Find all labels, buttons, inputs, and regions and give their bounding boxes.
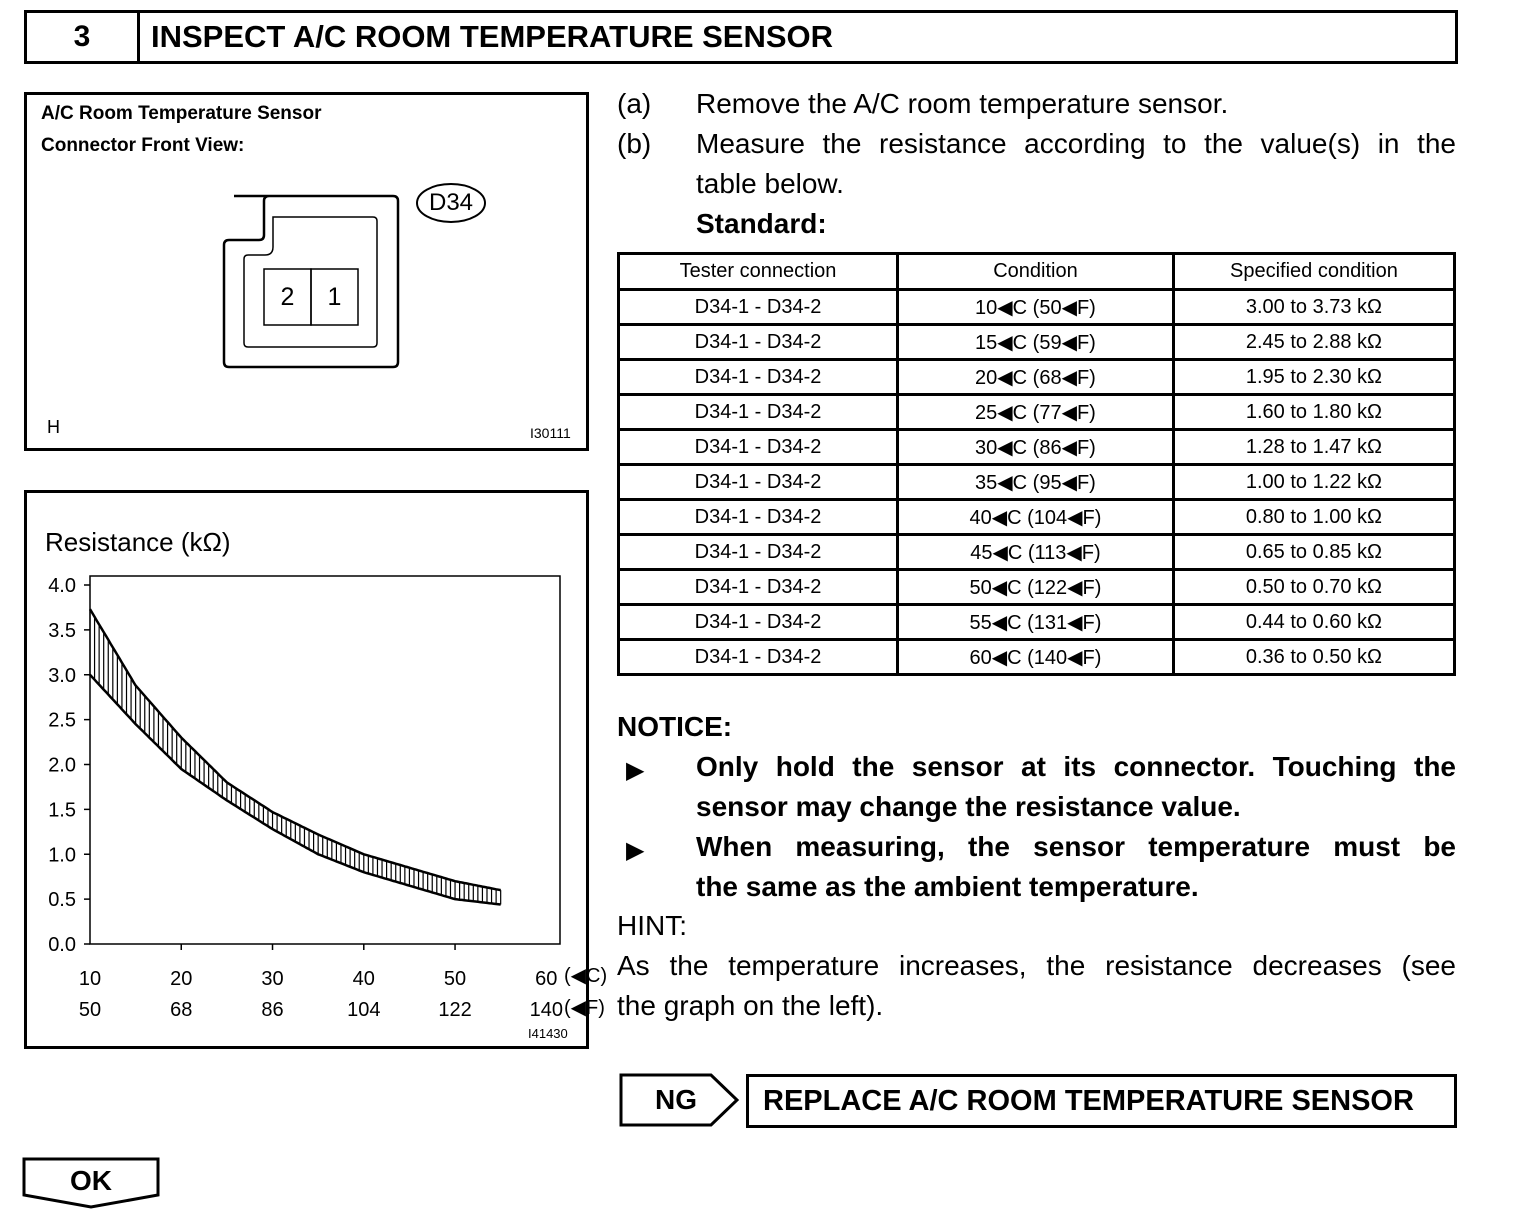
connector-id: D34 — [428, 189, 474, 216]
y-tick-label: 1.5 — [48, 799, 76, 822]
specified-condition-cell: 0.36 to 0.50 kΩ — [1173, 640, 1454, 675]
notice-item-2-line2: the same as the ambient temperature. — [696, 871, 1199, 902]
step-b-label: (b) — [617, 128, 652, 159]
x-tick-label-celsius: 10 — [78, 968, 102, 990]
table-row — [619, 500, 1455, 535]
specified-condition-cell: 1.00 to 1.22 kΩ — [1173, 465, 1454, 500]
y-tick-label: 3.0 — [48, 664, 76, 687]
x-unit-fahrenheit: (◀F) — [564, 997, 605, 1019]
step-header — [24, 10, 1458, 64]
table-row — [619, 535, 1455, 570]
step-b-text-line2: table below. — [696, 168, 844, 199]
table-row — [619, 640, 1455, 675]
hint-line1: As the temperature increases, the resistance decreases (see — [617, 950, 1456, 981]
notice-item-1-line2: sensor may change the resistance value. — [696, 791, 1241, 822]
condition-cell: 30◀C (86◀F) — [898, 430, 1174, 465]
condition-cell: 20◀C (68◀F) — [898, 360, 1174, 395]
tester-connection-cell: D34-1 - D34-2 — [619, 290, 898, 325]
tester-connection-cell: D34-1 - D34-2 — [619, 500, 898, 535]
table-row — [619, 465, 1455, 500]
condition-cell: 50◀C (122◀F) — [898, 570, 1174, 605]
hint-heading: HINT: — [617, 910, 687, 941]
condition-cell: 60◀C (140◀F) — [898, 640, 1174, 675]
tester-connection-cell: D34-1 - D34-2 — [619, 535, 898, 570]
notice-item-2-line1: When measuring, the sensor temperature must be — [696, 831, 1456, 862]
condition-cell: 15◀C (59◀F) — [898, 325, 1174, 360]
x-tick-label-fahrenheit: 140 — [529, 999, 563, 1021]
graph-code: I41430 — [528, 1026, 568, 1041]
spec-table — [617, 252, 1456, 676]
bullet-icon: ▶ — [626, 837, 645, 864]
table-row — [619, 360, 1455, 395]
x-tick-label-fahrenheit: 104 — [347, 999, 381, 1021]
pin-label-1: 1 — [327, 283, 342, 311]
y-tick-label: 1.0 — [48, 844, 76, 867]
x-tick-label-celsius: 50 — [443, 968, 467, 990]
step-a-label: (a) — [617, 88, 652, 119]
x-tick-label-fahrenheit: 50 — [78, 999, 102, 1021]
lower-limit-curve — [90, 675, 501, 905]
specified-condition-cell: 0.50 to 0.70 kΩ — [1173, 570, 1454, 605]
tester-connection-cell: D34-1 - D34-2 — [619, 360, 898, 395]
y-tick-label: 3.5 — [48, 619, 76, 642]
connector-title: A/C Room Temperature Sensor — [41, 103, 322, 124]
tester-connection-cell: D34-1 - D34-2 — [619, 430, 898, 465]
y-tick-label: 4.0 — [48, 575, 76, 597]
table-row — [619, 325, 1455, 360]
condition-cell: 10◀C (50◀F) — [898, 290, 1174, 325]
table-header-row — [619, 254, 1455, 290]
x-tick-label-fahrenheit: 86 — [261, 999, 284, 1021]
specified-condition-cell: 1.60 to 1.80 kΩ — [1173, 395, 1454, 430]
tester-connection-cell: D34-1 - D34-2 — [619, 395, 898, 430]
tester-connection-cell: D34-1 - D34-2 — [619, 570, 898, 605]
step-title: INSPECT A/C ROOM TEMPERATURE SENSOR — [151, 19, 834, 54]
ng-action-box: REPLACE A/C ROOM TEMPERATURE SENSOR — [746, 1074, 1457, 1128]
bullet-icon: ▶ — [626, 757, 645, 784]
col-header-tester: Tester connection — [619, 254, 898, 290]
x-unit-celsius: (◀C) — [564, 965, 608, 987]
x-tick-label-fahrenheit: 122 — [438, 999, 472, 1021]
tester-connection-cell: D34-1 - D34-2 — [619, 325, 898, 360]
table-row — [619, 395, 1455, 430]
upper-limit-curve — [90, 609, 501, 890]
step-b-text-line1: Measure the resistance according to the value(s) in the — [696, 128, 1456, 159]
notice-item-1-line1: Only hold the sensor at its connector. Touching the — [696, 751, 1456, 782]
specified-condition-cell: 3.00 to 3.73 kΩ — [1173, 290, 1454, 325]
connector-figure — [24, 92, 589, 451]
resistance-graph — [24, 490, 608, 1049]
condition-cell: 25◀C (77◀F) — [898, 395, 1174, 430]
corner-mark: H — [47, 417, 60, 437]
figure-code: I30111 — [530, 425, 571, 441]
x-tick-label-celsius: 60 — [535, 968, 558, 990]
y-tick-label: 0.5 — [48, 889, 76, 912]
col-header-condition: Condition — [898, 254, 1174, 290]
tester-connection-cell: D34-1 - D34-2 — [619, 605, 898, 640]
tester-connection-cell: D34-1 - D34-2 — [619, 640, 898, 675]
condition-cell: 45◀C (113◀F) — [898, 535, 1174, 570]
connector-subtitle: Connector Front View: — [41, 135, 245, 156]
hint-line2: the graph on the left). — [617, 990, 884, 1021]
notice-heading: NOTICE: — [617, 711, 733, 742]
specified-condition-cell: 1.28 to 1.47 kΩ — [1173, 430, 1454, 465]
col-header-spec: Specified condition — [1173, 254, 1454, 290]
x-tick-label-celsius: 30 — [261, 968, 284, 990]
x-tick-label-fahrenheit: 68 — [170, 999, 193, 1021]
table-row — [619, 430, 1455, 465]
specified-condition-cell: 0.65 to 0.85 kΩ — [1173, 535, 1454, 570]
y-axis-label: Resistance (kΩ) — [45, 527, 231, 557]
ng-label: NG — [655, 1084, 697, 1115]
specified-condition-cell: 0.80 to 1.00 kΩ — [1173, 500, 1454, 535]
x-tick-label-celsius: 40 — [352, 968, 375, 990]
condition-cell: 55◀C (131◀F) — [898, 605, 1174, 640]
step-number: 3 — [27, 13, 140, 61]
condition-cell: 40◀C (104◀F) — [898, 500, 1174, 535]
specified-condition-cell: 1.95 to 2.30 kΩ — [1173, 360, 1454, 395]
tester-connection-cell: D34-1 - D34-2 — [619, 465, 898, 500]
specified-condition-cell: 2.45 to 2.88 kΩ — [1173, 325, 1454, 360]
y-tick-label: 2.5 — [48, 709, 76, 732]
table-row — [619, 605, 1455, 640]
table-row — [619, 290, 1455, 325]
step-a-text: Remove the A/C room temperature sensor. — [696, 88, 1229, 119]
ok-label: OK — [70, 1165, 112, 1196]
y-tick-label: 0.0 — [48, 934, 76, 956]
pin-label-2: 2 — [280, 283, 295, 311]
resistance-chart — [27, 493, 608, 1046]
table-row — [619, 570, 1455, 605]
x-tick-label-celsius: 20 — [170, 968, 193, 990]
y-tick-label: 2.0 — [48, 754, 76, 777]
standard-label: Standard: — [696, 208, 827, 239]
specified-condition-cell: 0.44 to 0.60 kΩ — [1173, 605, 1454, 640]
condition-cell: 35◀C (95◀F) — [898, 465, 1174, 500]
